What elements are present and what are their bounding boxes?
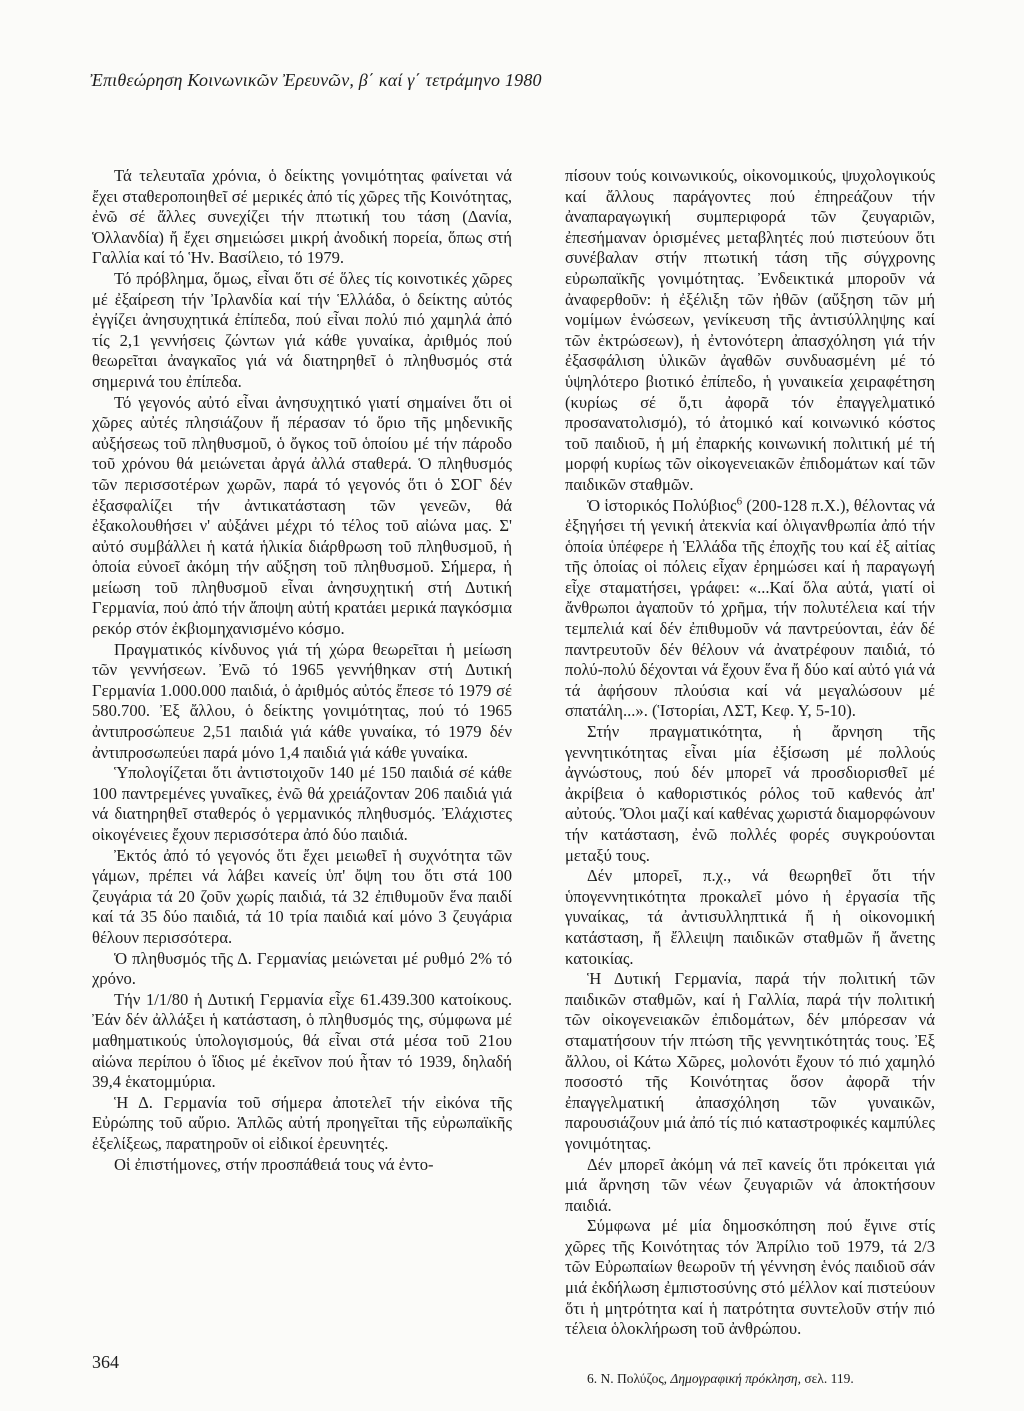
footnote: [565, 1370, 935, 1388]
page-number: 364: [92, 1352, 119, 1372]
paragraph: Ὑπολογίζεται ὅτι ἀντιστοιχοῦν 140 μέ 150 παιδιά σέ κάθε 100 παντρεμένες γυναῖκες, ἐνῶ θά χρειάζονταν 206 παιδιά γιά νά διατηρηθεῖ σταθερός ὁ γερμανικός πληθυσμός. Ἐλάχιστες οἰκογένειες ἔχουν περισσότερα ἀπό δύο παιδιά.: [92, 763, 512, 844]
paragraph: Πραγματικός κίνδυνος γιά τή χώρα θεωρεῖται ἡ μείωση τῶν γεννήσεων. Ἐνῶ τό 1965 γεννήθηκαν στή Δυτική Γερμανία 1.000.000 παιδιά, ὁ ἀριθμός αὐτός ἔπεσε τό 1979 σέ 580.700. Ἐξ ἄλλου, ὁ δείκτης γονιμότητας, πού τό 1965 ἀντιπροσώπευε 2,51 παιδιά γιά κάθε γυναίκα, τό 1979 δέν ἀντιπροσωπεύει παρά μόνο 1,4 παιδιά γιά κάθε γυναίκα.: [92, 639, 512, 762]
paragraph: Ἐκτός ἀπό τό γεγονός ὅτι ἔχει μειωθεῖ ἡ συχνότητα τῶν γάμων, πρέπει νά λάβει κανείς ὑπ' ὄψη του ὅτι στά 100 ζευγάρια τά 20 ζοῦν χωρίς παιδιά, τά 32 ἐπιθυμοῦν ἕνα παιδί καί τά 35 δύο παιδιά, τά 10 τρία παιδιά καί μόνο 3 ζευγάρια θέλουν περισσότερα.: [92, 845, 512, 947]
paragraph: Τό πρόβλημα, ὅμως, εἶναι ὅτι σέ ὅλες τίς κοινοτικές χῶρες μέ ἐξαίρεση τήν Ἰρλανδία καί τήν Ἑλλάδα, ὁ δείκτης αὐτός ἐγγίζει ἀνησυχητικά ἐπίπεδα, πού εἶναι πολύ πιό χαμηλά ἀπό τίς 2,1 γεννήσεις ζώντων γιά κάθε γυναίκα, ἀριθμός πού θεωρεῖται ἀναγκαῖος γιά νά διατηρηθεῖ ὁ πληθυσμός στά σημερινά του ἐπίπεδα.: [92, 268, 512, 391]
paragraph: Τά τελευταῖα χρόνια, ὁ δείκτης γονιμότητας φαίνεται νά ἔχει σταθεροποιηθεῖ σέ μερικές ἀπό τίς χῶρες τῆς Κοινότητας, ἐνῶ σέ ἄλλες συνεχίζει τήν πτωτική του τάση (Δανία, Ὁλλανδία) ἤ ἔχει σημειώσει μικρή ἀνοδική πορεία, ὅπως στή Γαλλία καί τό Ἡν. Βασίλειο, τό 1979.: [92, 166, 512, 268]
footnote-title: Δημογραφική πρόκληση,: [670, 1370, 801, 1386]
paragraph: Δέν μπορεῖ ἀκόμη νά πεῖ κανείς ὅτι πρόκειται γιά μιά ἄρνηση τῶν νέων ζευγαριῶν νά ἀποκτήσουν παιδιά.: [565, 1154, 935, 1215]
paragraph: πίσουν τούς κοινωνικούς, οἰκονομικούς, ψυχολογικούς καί ἄλλους παράγοντες πού ἐπηρεάζουν τήν ἀναπαραγωγική συμπεριφορά τῶν ζευγαριῶν, ἐπεσήμαναν ὁρισμένες μεταβλητές πού πιστεύουν ὅτι συνέβαλαν στήν πτωτική τάση τῆς σύγχρονης εὐρωπαϊκῆς γονιμότητας. Ἐνδεικτικά μποροῦν νά ἀναφερθοῦν: ἡ ἐξέλιξη τῶν ἠθῶν (αὔξηση τῶν μή νομίμων ἑνώσεων, γενίκευση τῆς ἀντισύλληψης καί τῶν ἐκτρώσεων), ἡ ἐντονότερη ἀπασχόληση γιά τήν ἐξασφάλιση ὑλικῶν ἀγαθῶν συνδυασμένη μέ τό ὑψηλότερο βιοτικό ἐπίπεδο, ἡ γυναικεία χειραφέτηση (κυρίως σέ ὅ,τι ἀφορᾶ τόν ἐπαγγελματικό προσανατολισμό), τό ἀτομικό καί κοινωνικό κόστος τοῦ παιδιοῦ, ἡ μή ἐπαρκής κοινωνική πολιτική μέ τή μορφή κυρίως τῶν οἰκογενειακῶν ἐπιδομάτων καί τῶν παιδικῶν σταθμῶν.: [565, 166, 935, 494]
paragraph: Τό γεγονός αὐτό εἶναι ἀνησυχητικό γιατί σημαίνει ὅτι οἱ χῶρες αὐτές πλησιάζουν ἤ πέρασαν τό ὅριο τῆς μηδενικῆς αὐξήσεως τοῦ πληθυσμοῦ, ὁ ὄγκος τοῦ ὁποίου μέ τήν πάροδο τοῦ χρόνου θά μειώνεται ἀργά ἀλλά σταθερά. Ὁ πληθυσμός τῶν περισσοτέρων χωρῶν, παρά τό γεγονός ὅτι ὁ ΣΟΓ δέν ἐξασφαλίζει τήν ἀντικατάσταση τῶν γενεῶν, θά ἐξακολουθήσει ν' αὐξάνει μέχρι τό τέλος τοῦ αἰώνα μας. Σ' αὐτό συμβάλλει ἡ κατά ἡλικία διάρθρωση τοῦ πληθυσμοῦ, ἡ ὁποία εὐνοεῖ ἀκόμη τήν αὔξηση τοῦ πληθυσμοῦ. Σήμερα, ἡ μείωση τοῦ πληθυσμοῦ εἶναι ἀνησυχητική στή Δυτική Γερμανία, πού ἀπό τήν ἄποψη αὐτή κρατάει μερικά παγκόσμια ρεκόρ στόν ἐκβιομηχανισμένο κόσμο.: [92, 392, 512, 639]
footnote-page: σελ. 119.: [804, 1370, 854, 1386]
paragraph: Ἡ Δ. Γερμανία τοῦ σήμερα ἀποτελεῖ τήν εἰκόνα τῆς Εὐρώπης τοῦ αὔριο. Ἁπλῶς αὐτή προηγεῖται τῆς εὐρωπαϊκῆς ἐξελίξεως, παρατηροῦν οἱ εἰδικοί ἐρευνητές.: [92, 1092, 512, 1153]
right-column: [565, 166, 935, 1388]
running-head: Ἐπιθεώρηση Κοινωνικῶν Ἐρευνῶν, β΄ καί γ΄ τετράμηνο 1980: [90, 70, 542, 90]
polybius-lead: Ὁ ἱστορικός Πολύβιος: [587, 495, 737, 515]
paragraph: Ὁ πληθυσμός τῆς Δ. Γερμανίας μειώνεται μέ ρυθμό 2% τό χρόνο.: [92, 948, 512, 989]
paragraph: Τήν 1/1/80 ἡ Δυτική Γερμανία εἶχε 61.439.300 κατοίκους. Ἐάν δέν ἀλλάξει ἡ κατάσταση, ὁ πληθυσμός της, σύμφωνα μέ μαθηματικούς ὑπολογισμούς, θά εἶναι στά μέσα τοῦ 21ου αἰώνα περίπου ὁ ἴδιος μέ ἐκεῖνον πού ἦταν τό 1939, δηλαδή 39,4 ἑκατομμύρια.: [92, 989, 512, 1092]
polybius-text: (200-128 π.Χ.), θέλοντας νά ἐξηγήσει τή γενική ἀτεκνία καί ὀλιγανθρωπία ἀπό τήν ὁποία ὑπέφερε ἡ Ἑλλάδα τῆς ἐποχῆς του καί ἐξ αἰτίας τῆς ὁποίας οἱ πόλεις εἶχαν ἐρημώσει καί ἡ παραγωγή εἶχε σταματήσει, γράφει: «...Καί ὅλα αὐτά, γιατί οἱ ἄνθρωποι ἀγαποῦν τό χρῆμα, τήν πολυτέλεια καί τήν τεμπελιά καί δέν ἐπιθυμοῦν νά παντρεύονται, ἐάν δέ παντρευτοῦν δέν θέλουν νά ἀνατρέφουν παιδιά, τό πολύ-πολύ δέχονται νά ἔχουν ἕνα ἤ δύο καί αὐτό γιά νά τά ἀφήσουν πλούσια καί νά μεγαλώσουν μέ σπατάλη...». (Ἱστορίαι, ΛΣΤ, Κεφ. Υ, 5-10).: [565, 495, 935, 721]
footnote-number: 6. Ν. Πολύζος,: [587, 1370, 668, 1386]
paragraph: Ἡ Δυτική Γερμανία, παρά τήν πολιτική τῶν παιδικῶν σταθμῶν, καί ἡ Γαλλία, παρά τήν πολιτική τῶν οἰκογενειακῶν ἐπιδομάτων, δέν μπόρεσαν νά σταματήσουν τήν πτώση τῆς γεννητικότητάς τους. Ἐξ ἄλλου, οἱ Κάτω Χῶρες, μολονότι ἔχουν τό πιό χαμηλό ποσοστό τῆς Κοινότητας ὅσον ἀφορᾶ τήν ἐπαγγελματική ἀπασχόληση τῶν γυναικῶν, παρουσιάζουν μιά ἀπό τίς πιό καταστροφικές καμπύλες γονιμότητας.: [565, 969, 935, 1153]
paragraph: Στήν πραγματικότητα, ἡ ἄρνηση τῆς γεννητικότητας εἶναι μία ἐξίσωση μέ πολλούς ἀγνώστους, πού δέν μπορεῖ νά προσδιορισθεῖ μέ ἀκρίβεια ὁ καθοριστικός ρόλος τοῦ καθενός ἀπ' αὐτούς. Ὅλοι μαζί καί καθένας χωριστά διαμορφώνουν τήν κατάσταση, ἐνῶ πολλές φορές συγκρούονται μεταξύ τους.: [565, 722, 935, 865]
footnote-reference: 6: [736, 494, 743, 507]
paragraph: [565, 496, 935, 723]
paragraph: Δέν μπορεῖ, π.χ., νά θεωρηθεῖ ὅτι τήν ὑπογεννητικότητα προκαλεῖ μόνο ἡ ἐργασία τῆς γυναίκας, τά ἀντισυλληπτικά ἤ ἡ οἰκονομική κατάσταση, ἤ ἔλλειψη παιδικῶν σταθμῶν ἤ ἄνετης κατοικίας.: [565, 866, 935, 968]
left-column: [92, 166, 512, 1175]
paragraph: Οἱ ἐπιστήμονες, στήν προσπάθειά τους νά ἐντο-: [114, 1154, 434, 1174]
paragraph: Σύμφωνα μέ μία δημοσκόπηση πού ἔγινε στίς χῶρες τῆς Κοινότητας τόν Ἀπρίλιο τοῦ 1979, τά 2/3 τῶν Εὐρωπαίων θεωροῦν τή γέννηση ἑνός παιδιοῦ σάν μιά ἐκδήλωση ἐμπιστοσύνης στό μέλλον καί πιστεύουν ὅτι ἡ μητρότητα καί ἡ πατρότητα συντελοῦν στήν πιό τέλεια ὁλοκλήρωση τοῦ ἀνθρώπου.: [565, 1216, 935, 1339]
